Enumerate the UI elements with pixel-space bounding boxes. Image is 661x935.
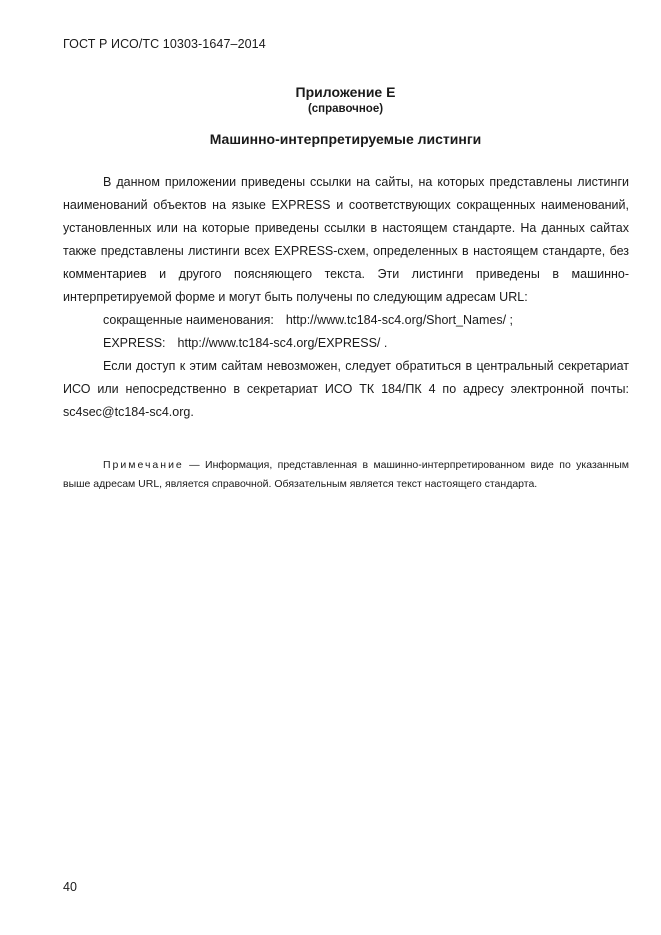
- body-text: [63, 171, 629, 424]
- note-label: Примечание: [103, 459, 184, 471]
- section-heading: Машинно-интерпретируемые листинги: [209, 131, 482, 147]
- annex-title: Приложение Е: [295, 84, 396, 100]
- url-link-short-names[interactable]: http://www.tc184-sc4.org/Short_Names/ ;: [285, 313, 514, 327]
- note-paragraph: [63, 456, 629, 494]
- url-label-short-names: сокращенные наименования:: [103, 313, 274, 327]
- url-line-short-names: [63, 309, 629, 332]
- page-number: 40: [63, 880, 77, 894]
- intro-paragraph: В данном приложении приведены ссылки на сайты, на которых представлены листинги наименований объектов на языке EXPRESS и соответствующих сокращенных наименований, установленных или на которые приведены ссылки в настоящем стандарте. На данных сайтах также представлены листинги всех EXPRESS-схем, определенных в настоящем стандарте, без комментариев и другого поясняющего текста. Эти листинги приведены в машинно-интерпретируемой форме и могут быть получены по следующим адресам URL:: [63, 175, 629, 304]
- note-block: [63, 456, 629, 494]
- annex-subtitle: (справочное): [307, 103, 384, 115]
- url-label-express: EXPRESS:: [103, 336, 166, 350]
- url-line-express: [63, 332, 629, 355]
- standard-code-header: ГОСТ Р ИСО/ТС 10303-1647–2014: [63, 37, 266, 51]
- note-text: — Информация, представленная в машинно-интерпретированном виде по указанным выше адресам URL, является справочной. Обязательным является текст настоящего стандарта.: [63, 459, 629, 490]
- contact-paragraph: Если доступ к этим сайтам невозможен, следует обратиться в центральный секретариат ИСО или непосредственно в секретариат ИСО ТК 184/ПК 4 по адресу электронной почты: sc4sec@tc184-sc4.org.: [63, 359, 629, 419]
- url-link-express[interactable]: http://www.tc184-sc4.org/EXPRESS/ .: [177, 336, 388, 350]
